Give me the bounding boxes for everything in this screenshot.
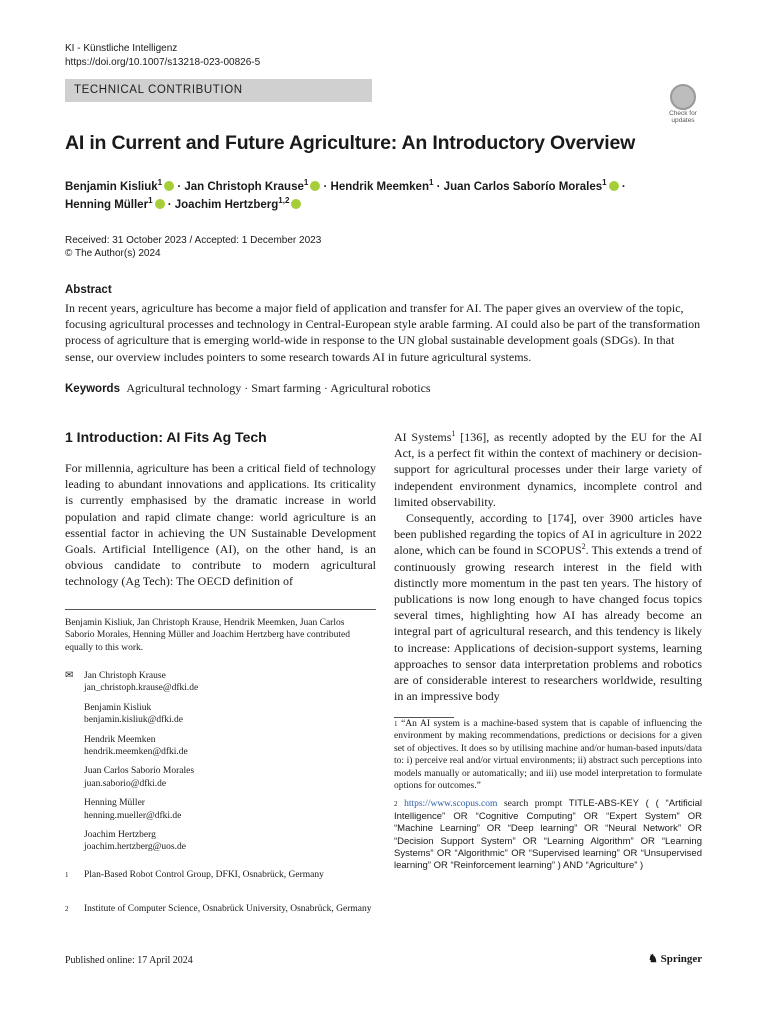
keywords-text: Agricultural technology · Smart farming · Agricultural robotics <box>126 381 431 395</box>
intro-right-paragraph-1 <box>394 429 702 510</box>
intro-right-column <box>394 429 702 704</box>
footnotes <box>394 718 702 873</box>
text-span: Consequently, according to [174], over 3900 articles have been published regarding the topics of AI in agriculture in 2022 alone, which can be found in SCOPUS <box>394 511 702 558</box>
section-heading: 1 Introduction: AI Fits Ag Tech <box>65 429 267 445</box>
doi-link[interactable]: https://doi.org/10.1007/s13218-023-00826-5 <box>65 57 261 68</box>
footnote-text: search prompt <box>497 799 569 810</box>
footnote-2 <box>394 798 702 872</box>
article-category-banner: TECHNICAL CONTRIBUTION <box>65 79 372 102</box>
contact-name: Hendrik Meemken <box>84 734 156 745</box>
footnote-text: “An AI system is a machine-based system that is capable of influencing the environment by making recommendations, predictions or decisions for a given set of objectives. It does so by utilising machine and/or human-based inputs/data to: i) perceive real and/or virtual environments; ii) abstract such perceptions into models manually or automatically; and iii) use model interpretation to formulate options for outcomes.” <box>394 719 702 792</box>
footnote-1 <box>394 718 702 792</box>
orcid-icon[interactable] <box>164 181 174 191</box>
footnote-number: 2 <box>394 800 398 809</box>
contact-list <box>65 670 376 861</box>
publisher-logo <box>648 952 702 965</box>
divider <box>65 609 376 610</box>
contact-entry <box>65 670 376 695</box>
author-affil-sup: 1,2 <box>278 196 290 206</box>
contribution-note: Benjamin Kisliuk, Jan Christoph Krause, Hendrik Meemken, Juan Carlos Saborío Morales, Henning Müller and Joachim Hertzberg have contributed equally to this work. <box>65 618 351 653</box>
copyright: © The Author(s) 2024 <box>65 248 161 259</box>
orcid-icon[interactable] <box>310 181 320 191</box>
contact-name: Jan Christoph Krause <box>84 671 166 681</box>
text-span: AI Systems <box>394 430 452 444</box>
affiliation-text: Institute of Computer Science, Osnabrück University, Osnabrück, Germany <box>84 904 372 914</box>
contact-email[interactable]: jan_christoph.krause@dfki.de <box>84 683 199 694</box>
keywords-label: Keywords <box>65 383 120 395</box>
contact-name: Benjamin Kisliuk <box>84 702 152 713</box>
contact-email[interactable]: hendrik.meemken@dfki.de <box>84 747 188 758</box>
search-query: TITLE-ABS-KEY ( ( “Artificial Intelligence” OR “Cognitive Computing” OR “Expert System” OR “Machine Learning” OR “Deep learning” OR “Neural Network” OR “Decision Support System” OR “Learning Algorithm” OR “Learning Systems” OR “Algorithmic” OR “Supervised learning” OR “Unsupervised learning” OR “Reinforcement learning” ) AND “Agriculture” ) <box>394 798 703 872</box>
keywords <box>65 381 431 396</box>
springer-horse-icon: ♞ <box>648 953 658 965</box>
affiliation <box>65 903 376 915</box>
intro-right-paragraph-2 <box>394 510 702 704</box>
journal-name: KI - Künstliche Intelligenz <box>65 43 178 54</box>
author-name: Jan Christoph Krause <box>184 181 304 193</box>
author-name: Hendrik Meemken <box>330 181 429 193</box>
author-list: Benjamin Kisliuk$^1$ · Jan Christoph Krause$^1$ · Hendrik Meemken$^1$ · Juan Carlos Saborío Morales$^1$ · Henning Müller$^1$ · Joachim Hertzberg$^{1,2}$ <box>65 178 626 211</box>
intro-left-paragraph: For millennia, agriculture has been a critical field of technology leading to abundant innovations and applications. Its criticality is currently emphasised by the dramatic increase in world population and rapid climate change: world agriculture is an essential factor in achieving the UN Sustainable Development Goals. Artificial Intelligence (AI), on the other hand, is an obvious candidate to contribute to modern agricultural technology (Ag Tech): The OECD definition of <box>65 461 376 589</box>
orcid-icon[interactable] <box>609 181 619 191</box>
contact-email[interactable]: benjamin.kisliuk@dfki.de <box>84 715 183 726</box>
orcid-icon[interactable] <box>291 199 301 209</box>
contact-entry <box>65 765 376 790</box>
text-span: . This extends a trend of continuously growing research interest in the field with distinctly more momentum in the past ten years. The history of publications is now long enough to have changed focus topics several times, highlighting how AI has already become an integral part of agricultural research, and this tendency is likely to increase: Applications of decision-support systems, learning approaches to sensor data interpretation problems and robotics are of considerable interest to researchers worldwide, resulting in an impressive body <box>394 543 702 704</box>
check-updates-line1: Check for <box>669 110 697 117</box>
publisher-name: Springer <box>660 953 703 965</box>
contact-email[interactable]: juan.saborio@dfki.de <box>84 778 167 789</box>
footnote-ref[interactable]: 2 <box>581 542 586 552</box>
author-name: Joachim Hertzberg <box>174 199 279 211</box>
footnote-ref[interactable]: 1 <box>451 429 456 438</box>
abstract-heading: Abstract <box>65 284 112 296</box>
check-updates-line2: updates <box>671 117 695 124</box>
orcid-icon[interactable] <box>155 199 165 209</box>
footnote-number: 1 <box>394 720 398 728</box>
contact-entry <box>65 702 376 727</box>
contact-name: Joachim Hertzberg <box>84 830 156 841</box>
contact-name: Juan Carlos Saborío Morales <box>84 766 195 777</box>
check-for-updates-badge[interactable] <box>663 84 703 124</box>
crossmark-icon <box>670 84 696 110</box>
author-affil-sup: 1 <box>303 178 309 188</box>
contact-email[interactable]: joachim.hertzberg@uos.de <box>84 842 186 853</box>
affiliation <box>65 869 376 881</box>
paper-title: AI in Current and Future Agriculture: An Introductory Overview <box>65 132 636 154</box>
author-affil-sup: 1 <box>148 196 153 206</box>
envelope-icon: ✉ <box>65 670 74 681</box>
author-affil-sup: 1 <box>428 178 434 188</box>
text-span: [136], as recently adopted by the EU for the AI Act, is a perfect fit within the context of machinery or decision-support for agricultural processes under their large variety of independent environment dynamics, incomplete control and limited observability. <box>394 430 702 509</box>
abstract-text: In recent years, agriculture has become a major field of application and transfer for AI. The paper gives an overview of the topic, focusing agricultural processes and technology in Central-European style arable farming. AI could also be part of the transformation process of agriculture that is emerging world-wide in response to the UN global sustainable development goals (SDGs). In that sense, our overview includes pointers to some research towards AI in future agricultural systems. <box>65 301 701 364</box>
author-name: Juan Carlos Saborío Morales <box>443 181 603 193</box>
contact-name: Henning Müller <box>84 798 145 809</box>
author-name: Benjamin Kisliuk <box>65 181 158 193</box>
journal-header <box>65 42 260 70</box>
contact-entry <box>65 829 376 854</box>
affiliation-text: Plan-Based Robot Control Group, DFKI, Osnabrück, Germany <box>84 870 324 880</box>
contact-entry <box>65 734 376 759</box>
affiliation-number: 1 <box>65 871 69 879</box>
scopus-link[interactable]: https://www.scopus.com <box>404 799 498 810</box>
author-name: Henning Müller <box>65 199 149 211</box>
contact-email[interactable]: henning.mueller@dfki.de <box>84 810 182 821</box>
author-affil-sup: 1 <box>157 178 163 188</box>
article-dates <box>65 234 321 260</box>
received-accepted: Received: 31 October 2023 / Accepted: 1 December 2023 <box>65 235 322 246</box>
affiliation-number: 2 <box>65 905 69 913</box>
author-affil-sup: 1 <box>602 178 607 188</box>
published-online: Published online: 17 April 2024 <box>65 955 193 966</box>
contact-entry <box>65 797 376 822</box>
